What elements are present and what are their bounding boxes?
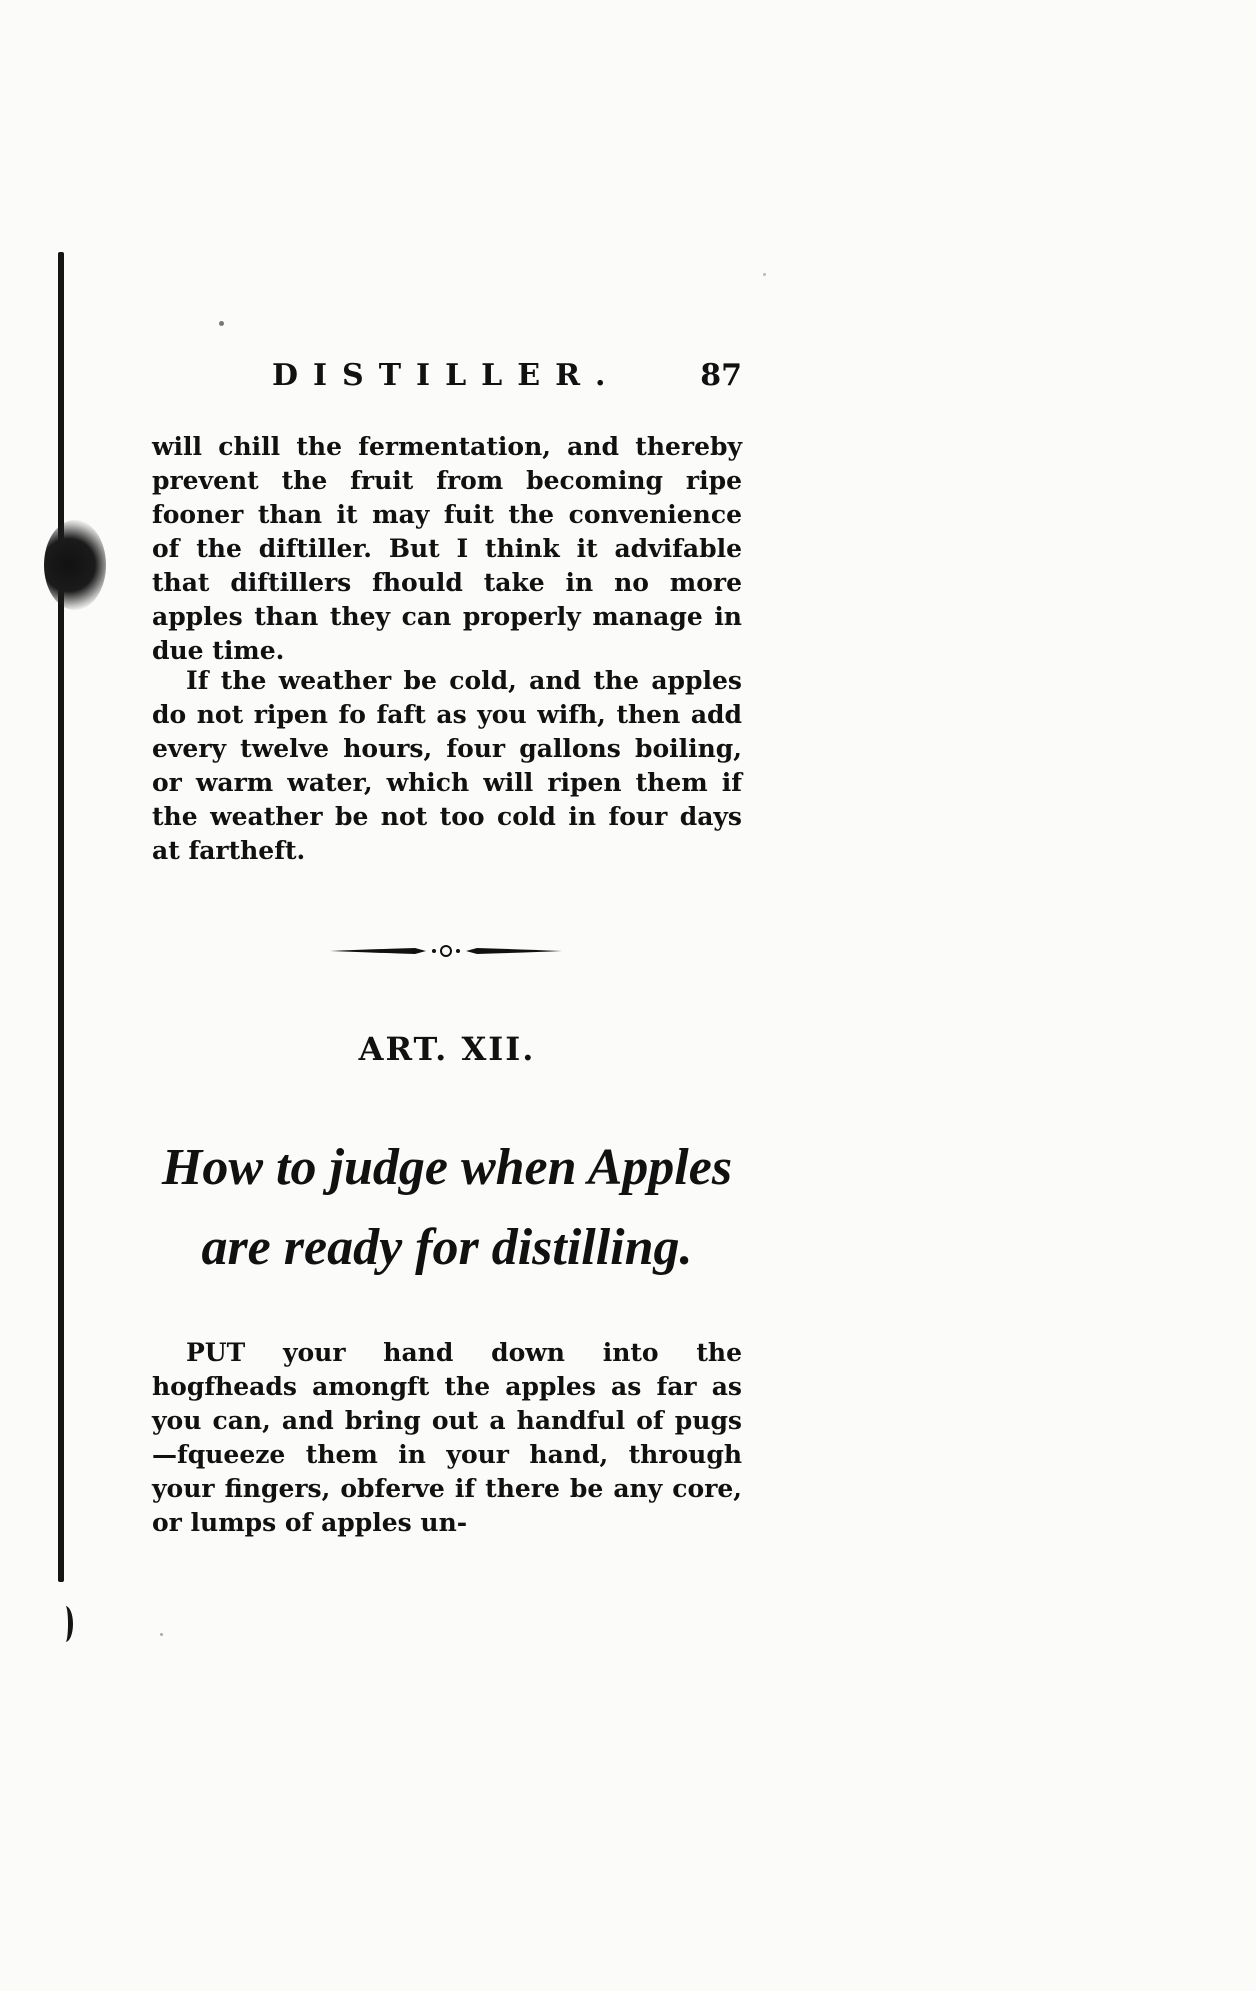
body-paragraph-1: will chill the fermentation, and thereby prevent the fruit from becoming ripe fooner than it may fuit the convenience of the diftiller. But I think it advifable that diftillers fhould take in no more apples than they can properly manage in due time. [152,432,742,665]
article-paragraph: PUT your hand down into the hogfheads amongft the apples as far as you can, and bring out a handful of pugs—fqueeze them in your hand, through your fingers, obferve if there be any core, or lumps of apples un- [152,1338,742,1537]
page-number: 87 [700,358,742,393]
ink-speck [160,1633,163,1636]
section-ornament [330,939,562,963]
article-title-line-2: are ready for distilling. [201,1219,693,1276]
running-head: DISTILLER. [272,358,621,393]
binding-edge-line [58,252,64,1582]
article-heading: ART. XII. [358,1030,536,1068]
ink-speck [219,321,224,326]
article-title [140,1128,754,1288]
body-paragraph-2: If the weather be cold, and the apples do not ripen fo faft as you wifh, then add every twelve hours, four gallons boiling, or warm water, which will ripen them if the weather be not too cold in four days at fartheft. [152,666,742,865]
article-title-line-1: How to judge when Apples [161,1139,733,1196]
binding-edge-mark [58,1606,73,1642]
ink-speck [763,273,766,276]
binding-ink-blot [44,520,106,610]
page-header [272,358,742,398]
